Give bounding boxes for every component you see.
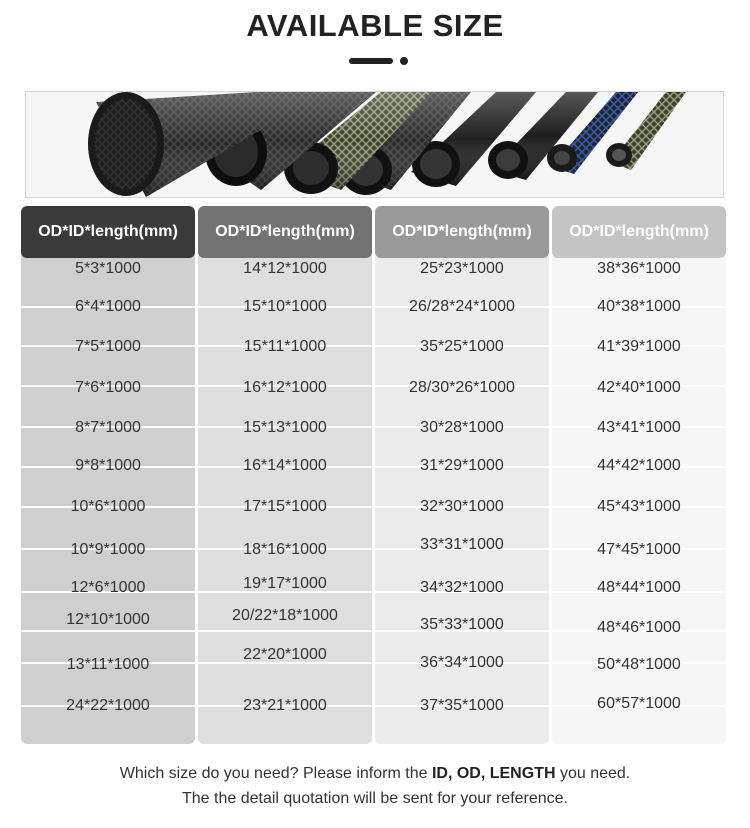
size-cell: 37*35*1000 [420,697,504,714]
note-text-bold: ID, OD, LENGTH [431,765,556,782]
note-text-suffix: you need. [555,765,631,782]
column-header: OD*ID*length(mm) [198,206,372,258]
size-cell: 16*12*1000 [243,379,327,396]
size-cell: 20/22*18*1000 [232,607,338,624]
size-cell: 9*8*1000 [75,457,141,474]
size-cell: 17*15*1000 [243,498,327,515]
size-cell: 48*46*1000 [597,619,681,636]
size-cell: 23*21*1000 [243,697,327,714]
size-cell: 10*6*1000 [70,498,146,515]
size-cell: 48*44*1000 [597,579,681,596]
size-cell: 31*29*1000 [420,457,504,474]
size-cell: 40*38*1000 [597,298,681,315]
size-cell: 10*9*1000 [70,541,146,558]
page-title: AVAILABLE SIZE [246,8,504,43]
size-column-2 [198,206,372,744]
size-cell: 16*14*1000 [243,457,327,474]
size-cell: 6*4*1000 [75,298,141,315]
size-column-1 [21,206,195,744]
size-cell: 41*39*1000 [597,338,681,355]
size-cell: 44*42*1000 [597,457,681,474]
size-cell: 7*5*1000 [75,338,141,355]
size-cell: 14*12*1000 [243,260,327,277]
size-cell: 18*16*1000 [243,541,327,558]
size-cell: 60*57*1000 [597,695,681,712]
inquiry-note [0,765,750,783]
size-cell: 26/28*24*1000 [409,298,515,315]
size-cell: 13*11*1000 [66,656,150,673]
size-cell: 15*11*1000 [243,338,327,355]
size-cell: 38*36*1000 [597,260,681,277]
size-cell: 35*33*1000 [420,616,504,633]
quotation-note: The the detail quotation will be sent for your reference. [182,790,568,807]
size-cell: 35*25*1000 [420,338,504,355]
size-cell: 42*40*1000 [597,379,681,396]
size-cell: 32*30*1000 [420,498,504,515]
size-cell: 24*22*1000 [66,697,150,714]
size-column-4 [552,206,726,744]
size-cell: 12*6*1000 [70,579,146,596]
size-cell: 34*32*1000 [420,579,504,596]
note-text-prefix: Which size do you need? Please inform the [119,765,432,782]
carbon-tubes-image [25,91,724,198]
size-cell: 36*34*1000 [420,654,504,671]
size-cell: 15*10*1000 [243,298,327,315]
size-cell: 7*6*1000 [75,379,141,396]
size-cell: 45*43*1000 [597,498,681,515]
size-cell: 15*13*1000 [243,419,327,436]
size-cell: 22*20*1000 [243,646,327,663]
size-cell: 8*7*1000 [75,419,141,436]
size-cell: 12*10*1000 [66,611,150,628]
size-column-3 [375,206,549,744]
size-cell: 47*45*1000 [597,541,681,558]
size-cell: 33*31*1000 [420,536,504,553]
size-cell: 30*28*1000 [420,419,504,436]
size-cell: 50*48*1000 [597,656,681,673]
size-table [21,206,726,744]
column-header: OD*ID*length(mm) [375,206,549,258]
title-underline-decoration [349,57,409,65]
size-cell: 28/30*26*1000 [409,379,515,396]
size-cell: 25*23*1000 [420,260,504,277]
column-header: OD*ID*length(mm) [21,206,195,258]
size-cell: 43*41*1000 [597,419,681,436]
size-cell: 19*17*1000 [243,575,327,592]
column-header: OD*ID*length(mm) [552,206,726,258]
size-cell: 5*3*1000 [75,260,141,277]
